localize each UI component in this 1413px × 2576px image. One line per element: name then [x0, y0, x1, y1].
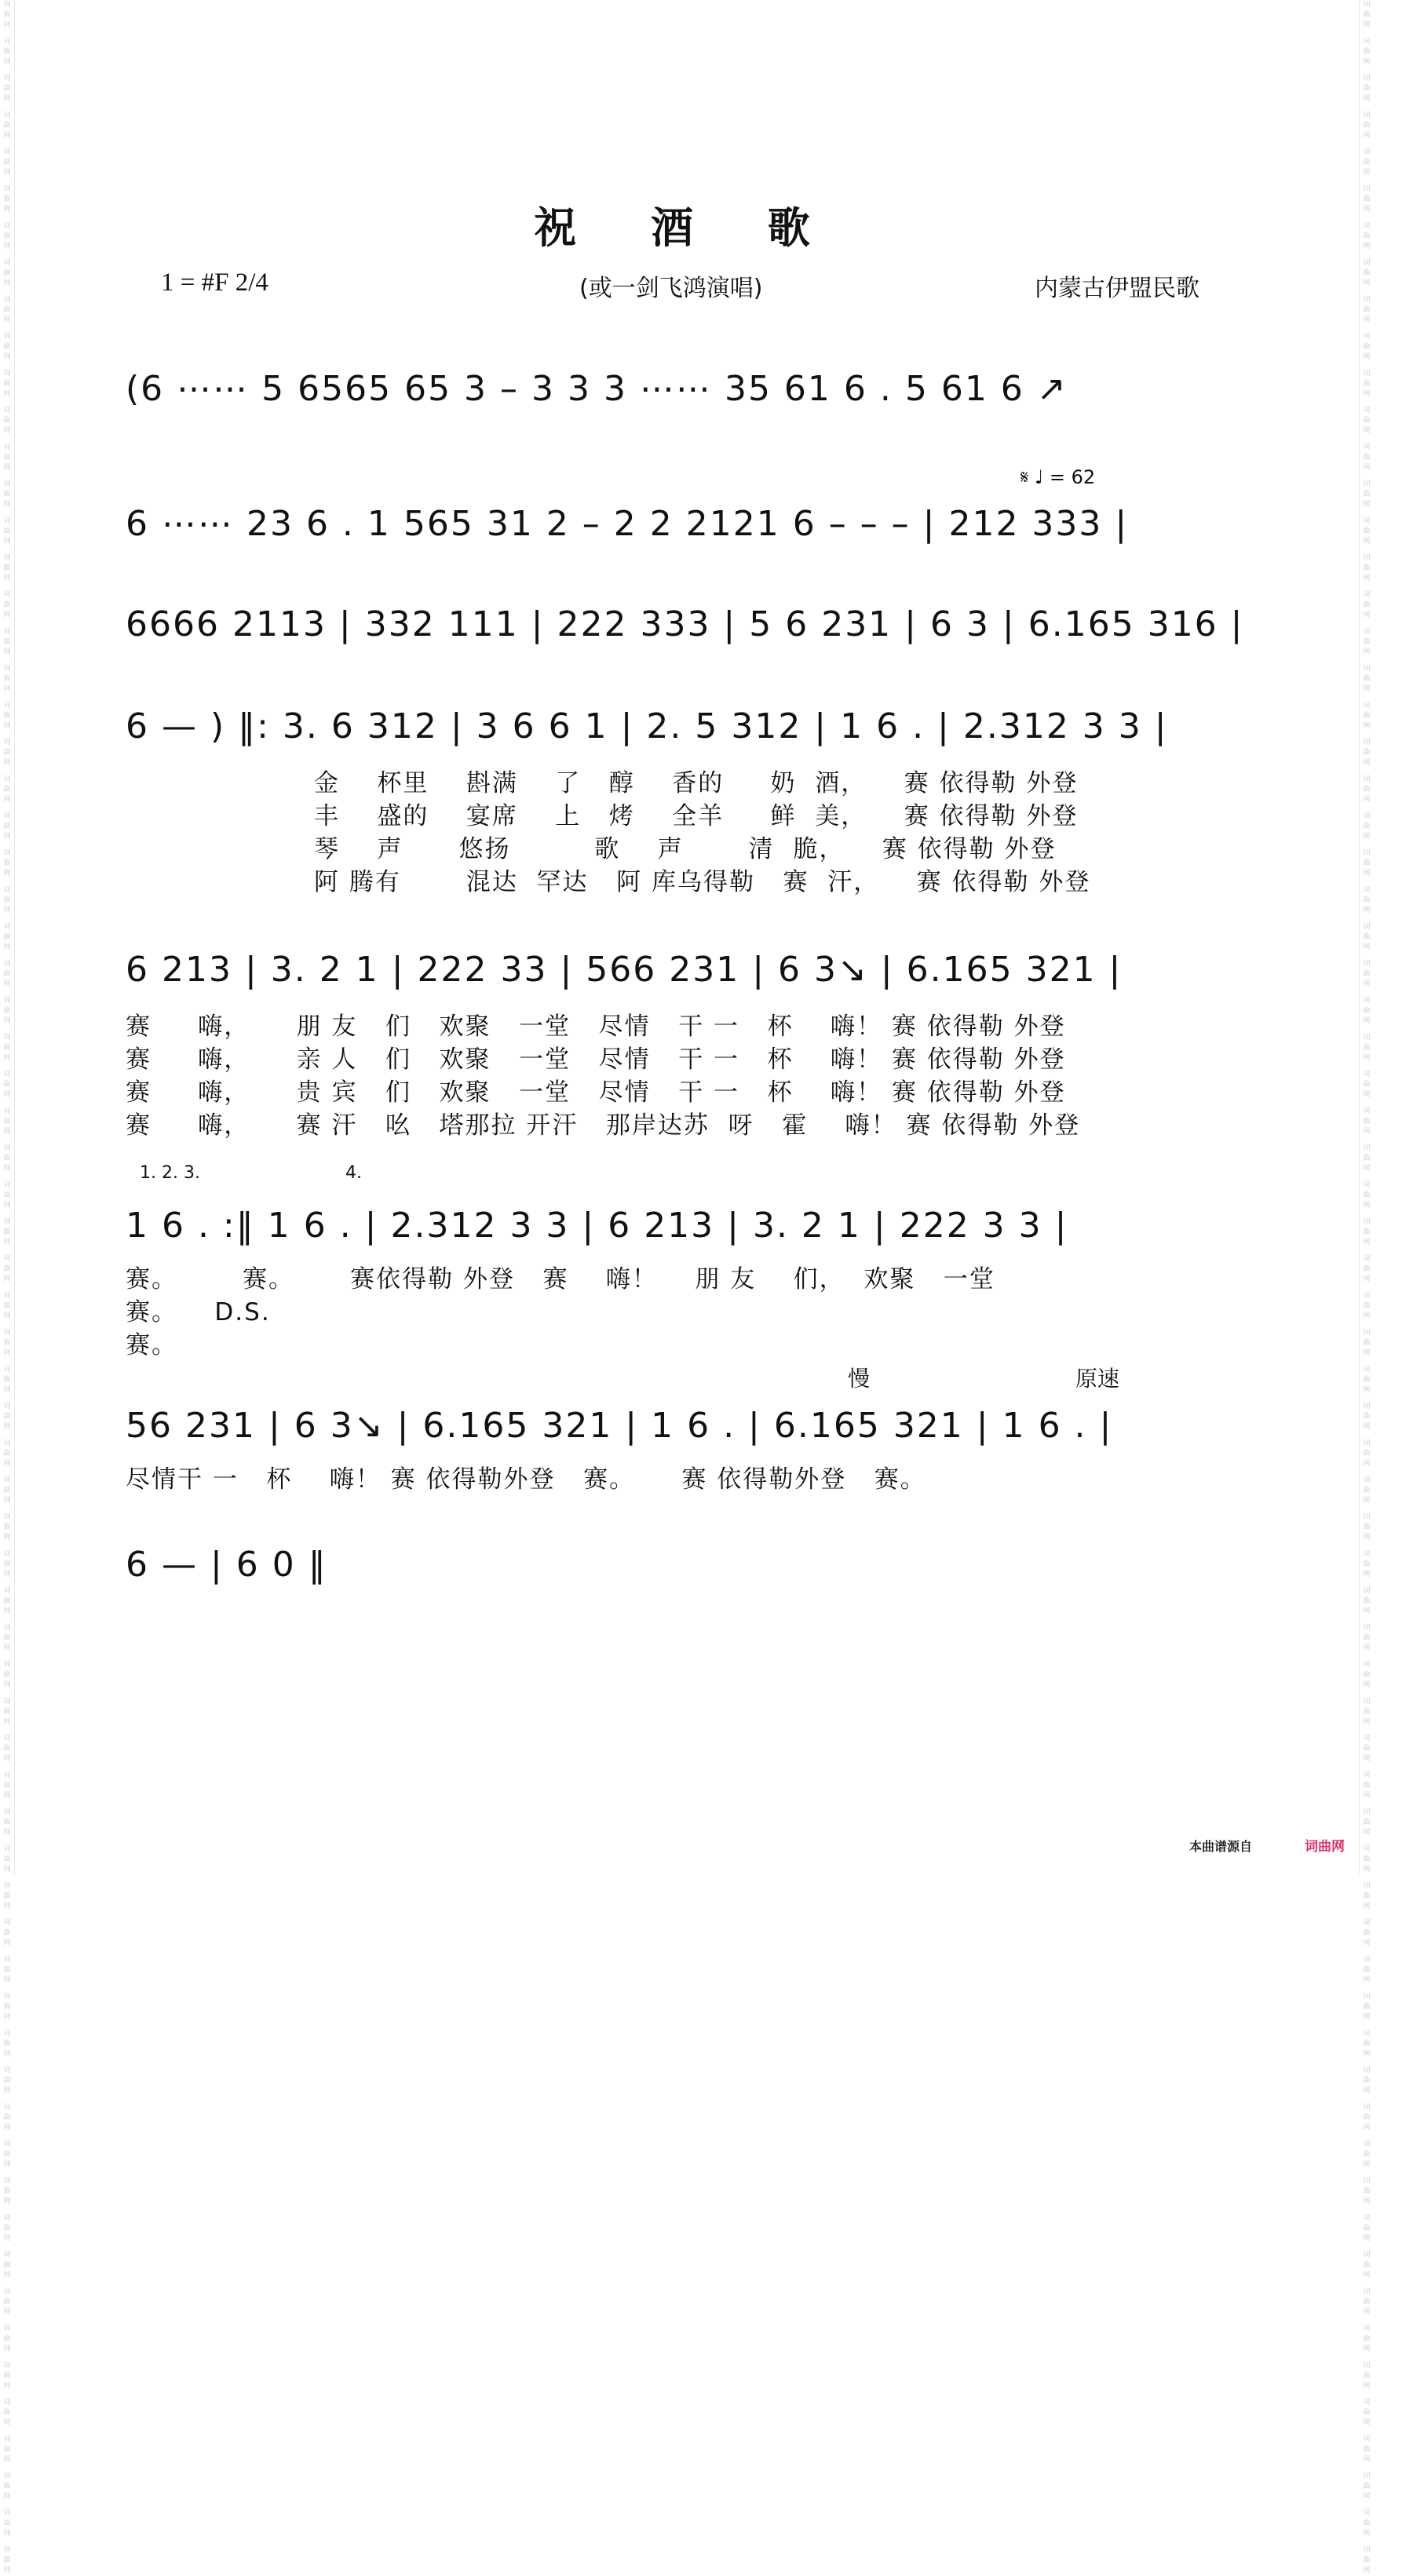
lyric-line-1: 赛 嗨， 朋 友 们 欢聚 一堂 尽情 干 一 杯 嗨！ 赛 依得勒 外登 [126, 1013, 1066, 1041]
notation-line: 6 ⋯⋯ 23 6 . 1 565 31 2 – 2 2 2121 6 – – – | 212 333 | [126, 504, 1129, 544]
notation-line: (6 ⋯⋯ 5 6565 65 3 – 3 3 3 ⋯⋯ 35 61 6 . 5 61 6 ↗ [126, 369, 1068, 409]
a-tempo-marking: 原速 [1075, 1366, 1120, 1392]
footer-site-logo[interactable]: 词曲网 [1305, 1839, 1345, 1855]
watermark-right [1359, 0, 1374, 2574]
lyric-line-1: 赛。 赛。 赛依得勒 外登 赛 嗨！ 朋 友 们， 欢聚 一堂 [126, 1265, 995, 1293]
song-title: 祝 酒 歌 [534, 203, 840, 253]
lyric-line-3: 赛。 [126, 1331, 177, 1359]
notation-line: 6666 2113 | 332 111 | 222 333 | 5 6 231 | 6 3 | 6.165 316 | [126, 604, 1244, 644]
lyric-line-2: 丰 盛的 宴席 上 烤 全羊 鲜 美， 赛 依得勒 外登 [314, 802, 1079, 830]
lyric-line-3: 赛 嗨， 贵 宾 们 欢聚 一堂 尽情 干 一 杯 嗨！ 赛 依得勒 外登 [126, 1078, 1066, 1107]
notation-line: 6 213 | 3. 2 1 | 222 33 | 566 231 | 6 3↘ | 6.165 321 | [126, 950, 1123, 990]
key-signature: 1 = #F 2/4 [161, 268, 268, 297]
volta-first-ending: 1. 2. 3. [140, 1163, 200, 1183]
watermark-text: 词 曲 网 词 曲 网 词 曲 网 词 曲 网 词 曲 网 词 曲 网 词 曲 网 词 曲 网 词 曲 网 词 曲 网 词 曲 网 词 曲 网 词 曲 网 词 曲 网 词 曲 网 词 曲 网 词 曲 网 词 曲 网 词 曲 网 词 曲 网 词 曲 网 词 曲 网 词 曲 网 词 曲 网 词 曲 网 词 曲 网 词 曲 网 词 曲 网 词 曲 网 词 曲 网 词 曲 网 词 曲 网 词 曲 网 词 曲 网 词 曲 网 词 曲 网 词 曲 网 词 曲 网 词 曲 网 词 曲 网 词 曲 网 词 曲 网 词 曲 网 词 曲 网 词 曲 网 词 曲 网 词 曲 网 词 曲 网 词 曲 网 词 曲 网 词 曲 网 词 曲 网 词 曲 网 词 曲 网 词 曲 网 词 曲 网 词 曲 网 词 曲 网 词 曲 网 词 曲 网 词 曲 网 词 曲 网 词 曲 网 词 曲 网 词 曲 网 词 曲 网 词 曲 网 词 曲 网 词 曲 网 词 曲 网 [3, 1, 11, 2574]
notation-line: 6 — | 6 0 ‖ [126, 1545, 327, 1585]
notation-line: 6 — ) ‖: 3. 6 312 | 3 6 6 1 | 2. 5 312 | 1 6 . | 2.312 3 3 | [126, 706, 1168, 746]
watermark-left [0, 0, 15, 2574]
lyric-line-2: 赛。 D.S. [126, 1298, 271, 1326]
footer-source-label: 本曲谱源自 [1189, 1839, 1253, 1854]
notation-line: 1 6 . :‖ 1 6 . | 2.312 3 3 | 6 213 | 3. 2 1 | 222 3 3 | [126, 1206, 1068, 1246]
lyric-line-4: 赛 嗨， 赛 汗 吆 塔那拉 开汗 那岸达苏 呀 霍 嗨！ 赛 依得勒 外登 [126, 1111, 1081, 1140]
lyric-line-2: 赛 嗨， 亲 人 们 欢聚 一堂 尽情 干 一 杯 嗨！ 赛 依得勒 外登 [126, 1045, 1066, 1074]
lyric-line-1: 金 杯里 斟满 了 醇 香的 奶 酒， 赛 依得勒 外登 [314, 769, 1079, 797]
watermark-text: 词 曲 网 词 曲 网 词 曲 网 词 曲 网 词 曲 网 词 曲 网 词 曲 网 词 曲 网 词 曲 网 词 曲 网 词 曲 网 词 曲 网 词 曲 网 词 曲 网 词 曲 网 词 曲 网 词 曲 网 词 曲 网 词 曲 网 词 曲 网 词 曲 网 词 曲 网 词 曲 网 词 曲 网 词 曲 网 词 曲 网 词 曲 网 词 曲 网 词 曲 网 词 曲 网 词 曲 网 词 曲 网 词 曲 网 词 曲 网 词 曲 网 词 曲 网 词 曲 网 词 曲 网 词 曲 网 词 曲 网 词 曲 网 词 曲 网 词 曲 网 词 曲 网 词 曲 网 词 曲 网 词 曲 网 词 曲 网 词 曲 网 词 曲 网 词 曲 网 词 曲 网 词 曲 网 词 曲 网 词 曲 网 词 曲 网 词 曲 网 词 曲 网 词 曲 网 词 曲 网 词 曲 网 词 曲 网 词 曲 网 词 曲 网 词 曲 网 词 曲 网 词 曲 网 词 曲 网 词 曲 网 词 曲 网 [1363, 1, 1371, 2574]
song-origin: 内蒙古伊盟民歌 [1035, 275, 1199, 302]
performer-credit: (或一剑飞鸿演唱) [579, 275, 763, 302]
slow-marking: 慢 [848, 1366, 871, 1392]
lyric-line-4: 阿 腾有 混达 罕达 阿 库乌得勒 赛 汗， 赛 依得勒 外登 [314, 868, 1091, 896]
volta-second-ending: 4. [345, 1163, 362, 1183]
lyric-line-3: 琴 声 悠扬 歌 声 清 脆， 赛 依得勒 外登 [314, 835, 1057, 863]
lyric-line-1: 尽情干 一 杯 嗨！ 赛 依得勒外登 赛。 赛 依得勒外登 赛。 [126, 1465, 926, 1494]
notation-line: 56 231 | 6 3↘ | 6.165 321 | 1 6 . | 6.165 321 | 1 6 . | [126, 1406, 1113, 1446]
tempo-marking: 𝄋 ♩ = 62 [1020, 466, 1096, 488]
